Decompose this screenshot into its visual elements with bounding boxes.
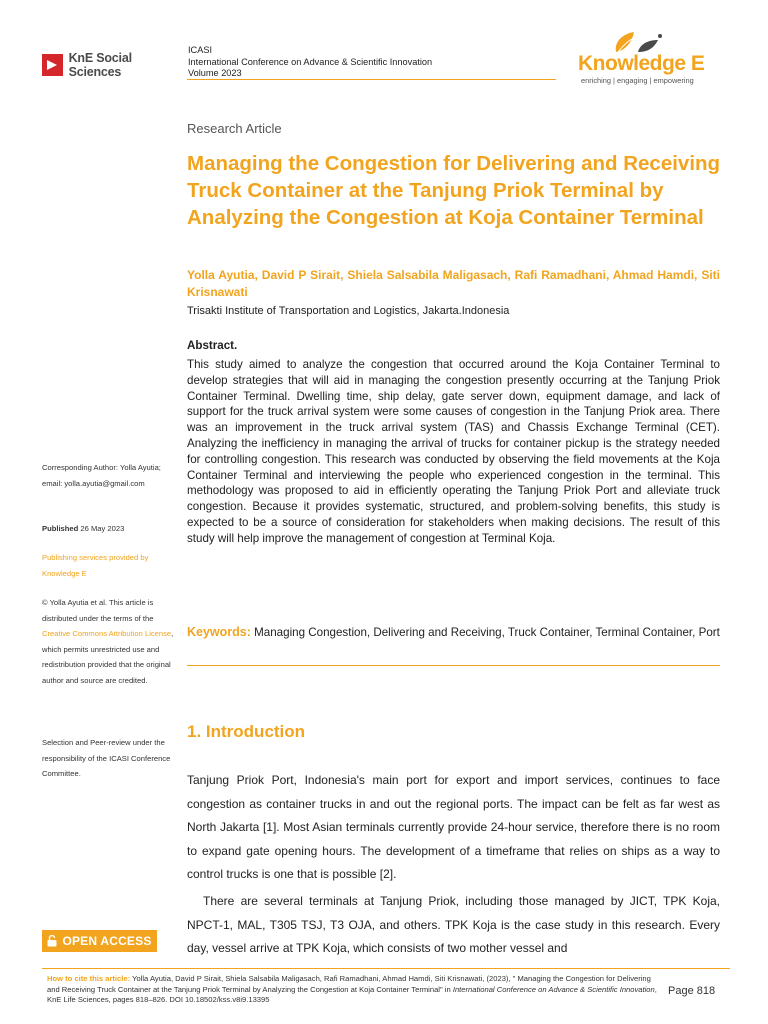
conference-abbr: ICASI: [188, 45, 212, 55]
keywords: [187, 624, 720, 641]
keywords-label: Keywords:: [187, 625, 251, 639]
footer-divider: [42, 968, 730, 969]
header-divider: [187, 79, 556, 80]
peer-review-statement: Selection and Peer-review under the responsibility of the ICASI Conference Committee.: [42, 738, 171, 778]
conference-name: International Conference on Advance & Scientific Innovation: [188, 56, 433, 67]
kne-logo-mark-icon: [42, 54, 63, 76]
kne-social-sciences-logo: [42, 52, 180, 78]
published-label: Published: [42, 524, 79, 533]
article-title: Managing the Congestion for Delivering and Receiving Truck Container at the Tanjung Priok Terminal by Analyzing the Congestion at Koja Container Terminal: [187, 152, 721, 229]
license-text-pre: © Yolla Ayutia et al. This article is distributed under the terms of the: [42, 598, 154, 623]
keywords-text: Managing Congestion, Delivering and Receiving, Truck Container, Terminal Container, Port: [250, 626, 720, 639]
citation-text: Yolla Ayutia, David P Sirait, Shiela Salsabila Maligasach, Rafi Ramadhani, Ahmad Hamdi, Siti Krisnawati, (2023), " Managing the Congestion for Delivering and Receiving Truck Container at the Tanjung Priok Terminal by Analyzing the Congestion at Koja Container Terminal" in: [47, 974, 651, 994]
conference-info: [188, 45, 432, 80]
published-date: [42, 521, 177, 537]
corresponding-author: Corresponding Author: Yolla Ayutia; email: yolla.ayutia@gmail.com: [42, 463, 161, 488]
publishing-services: Publishing services provided by Knowledge E: [42, 553, 149, 578]
volume: Volume 2023: [188, 68, 242, 78]
citation-tail: , KnE Life Sciences, pages 818–826. DOI 10.18502/kss.v8i9.13395: [47, 984, 657, 1004]
introduction-paragraph-1: Tanjung Priok Port, Indonesia's main port for export and import services, continues to face congestion as container trucks in and out the regional ports. The impact can be felt as far west as North Jakarta [1]. Most Asian terminals currently provide 24-hour service, therefore there is no room to expand gate opening hours. The development of a timeframe that relies on ships as a way to control trucks is one that is possible [2].: [187, 773, 720, 881]
open-access-badge: [42, 930, 157, 952]
open-lock-icon: [47, 935, 57, 947]
author-list: Yolla Ayutia, David P Sirait, Shiela Salsabila Maligasach, Rafi Ramadhani, Ahmad Hamdi, Siti Krisnawati: [187, 268, 720, 299]
open-access-label: OPEN ACCESS: [62, 934, 152, 948]
brand-name: Knowledge E: [578, 52, 705, 75]
citation-journal: International Conference on Advance & Scientific Innovation: [452, 984, 655, 994]
creative-commons-link[interactable]: Creative Commons Attribution License: [42, 629, 172, 638]
article-type: Research Article: [187, 121, 282, 136]
abstract-text: This study aimed to analyze the congestion that occurred around the Koja Container Terminal to develop strategies that will aid in managing the congestion presently occurring at the Tanjung Priok Container Terminal. Dwelling time, ship delay, gate server down, equipment damage, and lack of support for the truck arrival system were some causes of congestion in the Tanjung Priok area. There was an improvement in the truck arrival system (TAS) and Chassis Exchange Terminal (CET). Analyzing the inefficiency in managing the arrival of trucks for container pickup is the strategy needed for controlling congestion. This research was conducted by observing the field movements at the Koja Container Terminal and interviewing the people who experienced congestion in the terminal. This methodology was proposed to aid in efficiently operating the Tanjung Priok Port and alleviate truck congestion. Because it provides systematic, structured, and problem-solving benefits, this study is expected to be a source of consideration for stakeholders when making decisions. The result of this study will help improve the management of congestion at Terminal Koja.: [187, 358, 720, 545]
license-text-post: , which permits unrestricted use and redistribution provided that the original author and source are credited.: [42, 629, 174, 685]
introduction-heading: 1. Introduction: [187, 722, 306, 741]
published-value: 26 May 2023: [78, 524, 125, 533]
abstract-heading: Abstract.: [187, 339, 238, 352]
brand-tagline: enriching | engaging | empowering: [581, 76, 694, 85]
citation-label: How to cite this article:: [47, 974, 131, 983]
knowledge-e-logo: [578, 30, 728, 90]
kne-logo-text: KnE Social Sciences: [68, 51, 132, 79]
introduction-paragraph-2: There are several terminals at Tanjung Priok, including those managed by JICT, TPK Koja, NPCT-1, MAL, T305 TSJ, T3 OJA, and others. TPK Koja is the case study in this research. Every day, vessel arrive at TPK Koja, which consists of two mother vessel and: [187, 894, 720, 955]
leaf-icon: [608, 30, 668, 54]
citation: [47, 974, 662, 1006]
affiliation: Trisakti Institute of Transportation and Logistics, Jakarta.Indonesia: [187, 305, 510, 317]
license-statement: [42, 595, 177, 688]
keywords-divider: [187, 665, 720, 666]
page-number: Page 818: [668, 985, 716, 997]
